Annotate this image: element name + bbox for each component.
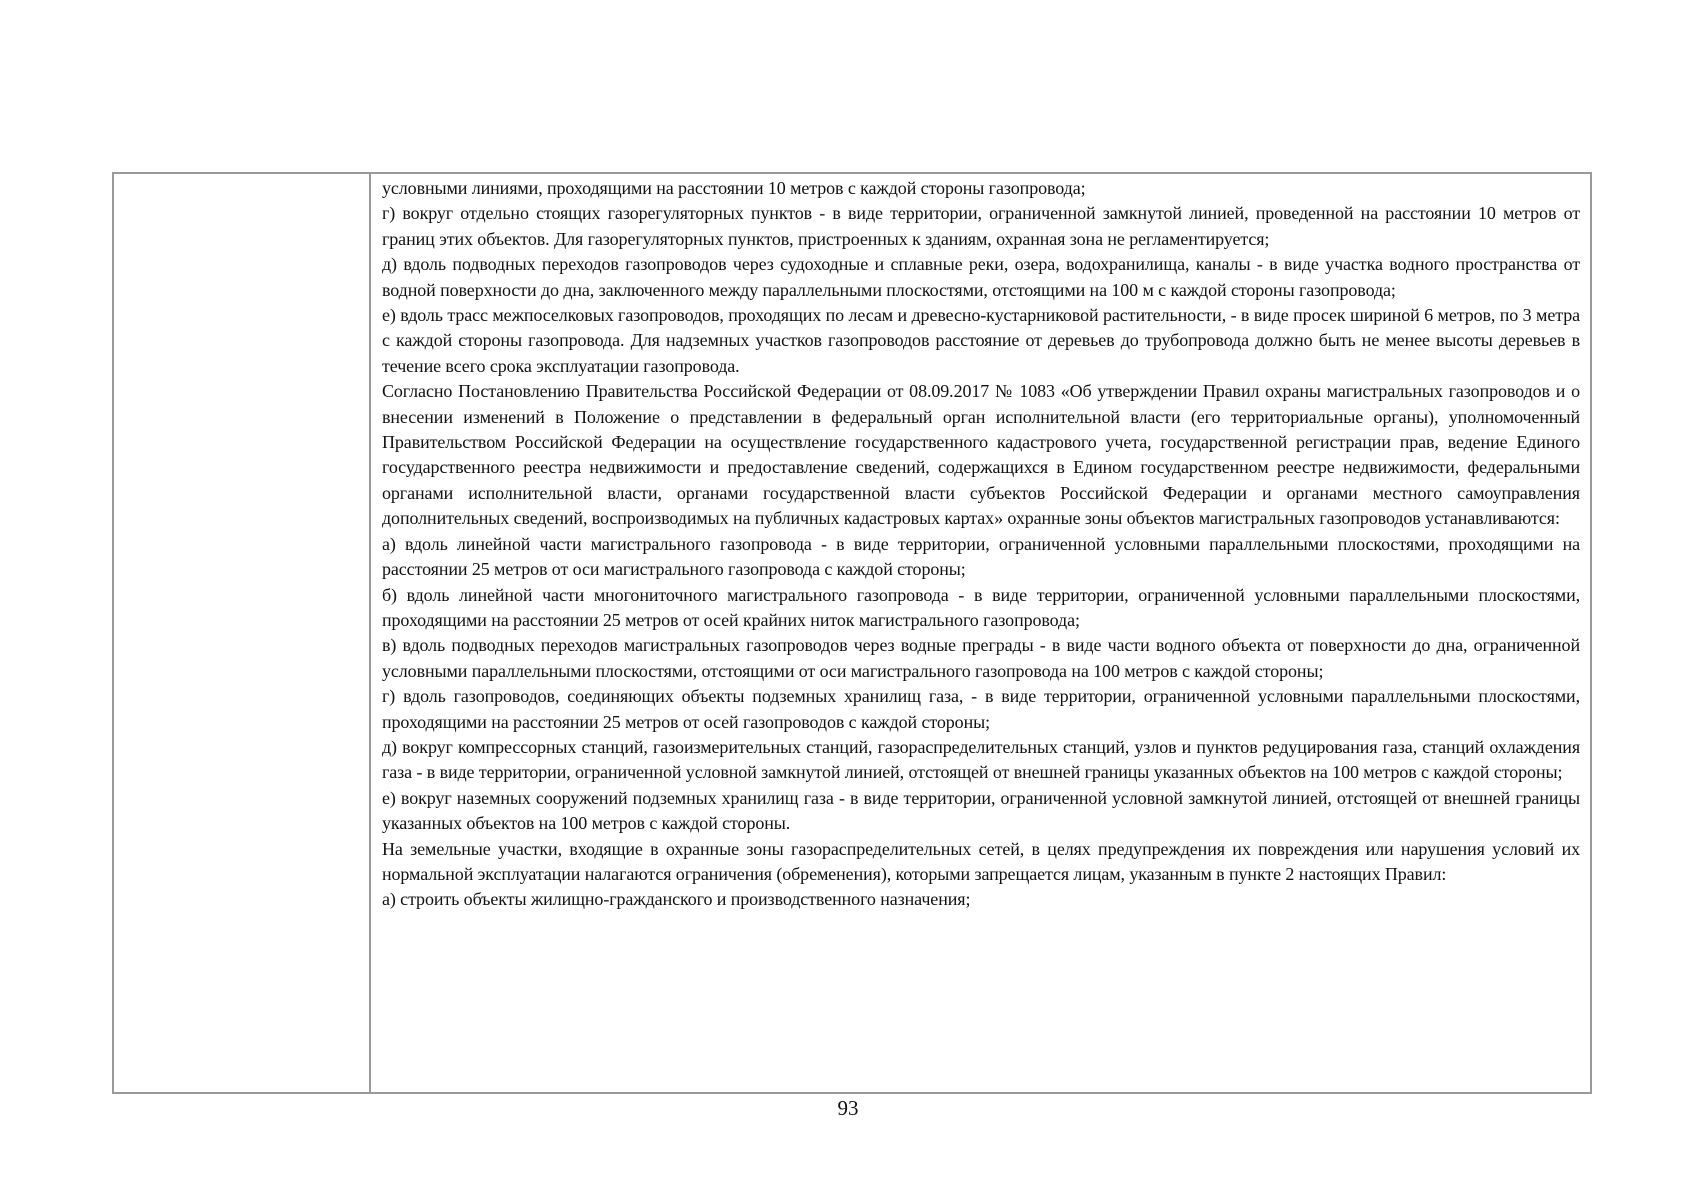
- paragraph: На земельные участки, входящие в охранные зоны газораспределительных сетей, в целях предупреждения их повреждения или нарушения условий их нормальной эксплуатации налагаются ограничения (обременения), которыми запрещается лицам, указанным в пункте 2 настоящих Правил:: [382, 838, 1580, 884]
- paragraph: г) вокруг отдельно стоящих газорегуляторных пунктов - в виде территории, ограниченной замкнутой линией, проведенной на расстоянии 10 метров от границ этих объектов. Для газорегуляторных пунктов, пристроенных к зданиям, охранная зона не регламентируется;: [382, 203, 1580, 249]
- paragraph: а) строить объекты жилищно-гражданского и производственного назначения;: [382, 889, 971, 910]
- paragraph: д) вдоль подводных переходов газопроводов через судоходные и сплавные реки, озера, водохранилища, каналы - в виде участка водного пространства от водной поверхности до дна, заключенного между параллельными плоскостями, отстоящими на 100 м с каждой стороны газопровода;: [382, 254, 1580, 300]
- paragraph: е) вокруг наземных сооружений подземных хранилищ газа - в виде территории, ограниченной условной замкнутой линией, отстоящей от внешней границы указанных объектов на 100 метров с каждой стороны.: [382, 787, 1580, 834]
- table-left-column: [114, 174, 371, 1092]
- paragraph: г) вдоль газопроводов, соединяющих объекты подземных хранилищ газа, - в виде территории, ограниченной условными параллельными плоскостями, проходящими на расстоянии 25 метров от осей газопроводов с каждой стороны;: [382, 686, 1580, 732]
- paragraph: в) вдоль подводных переходов магистральных газопроводов через водные преграды - в виде части водного объекта от поверхности до дна, ограниченной условными параллельными плоскостями, отстоящими от оси магистрального газопровода на 100 метров с каждой стороны;: [382, 635, 1580, 681]
- paragraph: а) вдоль линейной части магистрального газопровода - в виде территории, ограниченной условными параллельными плоскостями, проходящими на расстоянии 25 метров от оси магистрального газопровода с каждой стороны;: [382, 533, 1580, 580]
- paragraph: д) вокруг компрессорных станций, газоизмерительных станций, газораспределительных станций, узлов и пунктов редуцирования газа, станций охлаждения газа - в виде территории, ограниченной условной замкнутой линией, отстоящей от внешней границы указанных объектов на 100 метров с каждой стороны;: [382, 736, 1580, 783]
- table-right-column: [371, 174, 1590, 1092]
- paragraph: е) вдоль трасс межпоселковых газопроводов, проходящих по лесам и древесно-кустарниковой растительности, - в виде просек шириной 6 метров, по 3 метра с каждой стороны газопровода. Для надземных участков газопроводов расстояние от деревьев до трубопровода должно быть не менее высоты деревьев в течение всего срока эксплуатации газопровода.: [382, 305, 1580, 376]
- document-table: [112, 172, 1592, 1094]
- paragraph: б) вдоль линейной части многониточного магистрального газопровода - в виде территории, ограниченной условными параллельными плоскостями, проходящими на расстоянии 25 метров от осей крайних ниток магистрального газопровода;: [382, 584, 1580, 630]
- paragraph: условными линиями, проходящими на расстоянии 10 метров с каждой стороны газопровода;: [382, 178, 1086, 198]
- paragraph: Согласно Постановлению Правительства Российской Федерации от 08.09.2017 № 1083 «Об утверждении Правил охраны магистральных газопроводов и о внесении изменений в Положение о представлении в федеральный орган исполнительной власти (его территориальные органы), уполномоченный Правительством Российской Федерации на осуществление государственного кадастрового учета, государственной регистрации прав, ведение Единого государственного реестра недвижимости и предоставление сведений, содержащихся в Едином государственном реестре недвижимости, федеральными органами исполнительной власти, органами государственной власти субъектов Российской Федерации и органами местного самоуправления дополнительных сведений, воспроизводимых на публичных кадастровых картах» охранные зоны объектов магистральных газопроводов устанавливаются:: [382, 381, 1580, 529]
- page-number: 93: [837, 1096, 859, 1120]
